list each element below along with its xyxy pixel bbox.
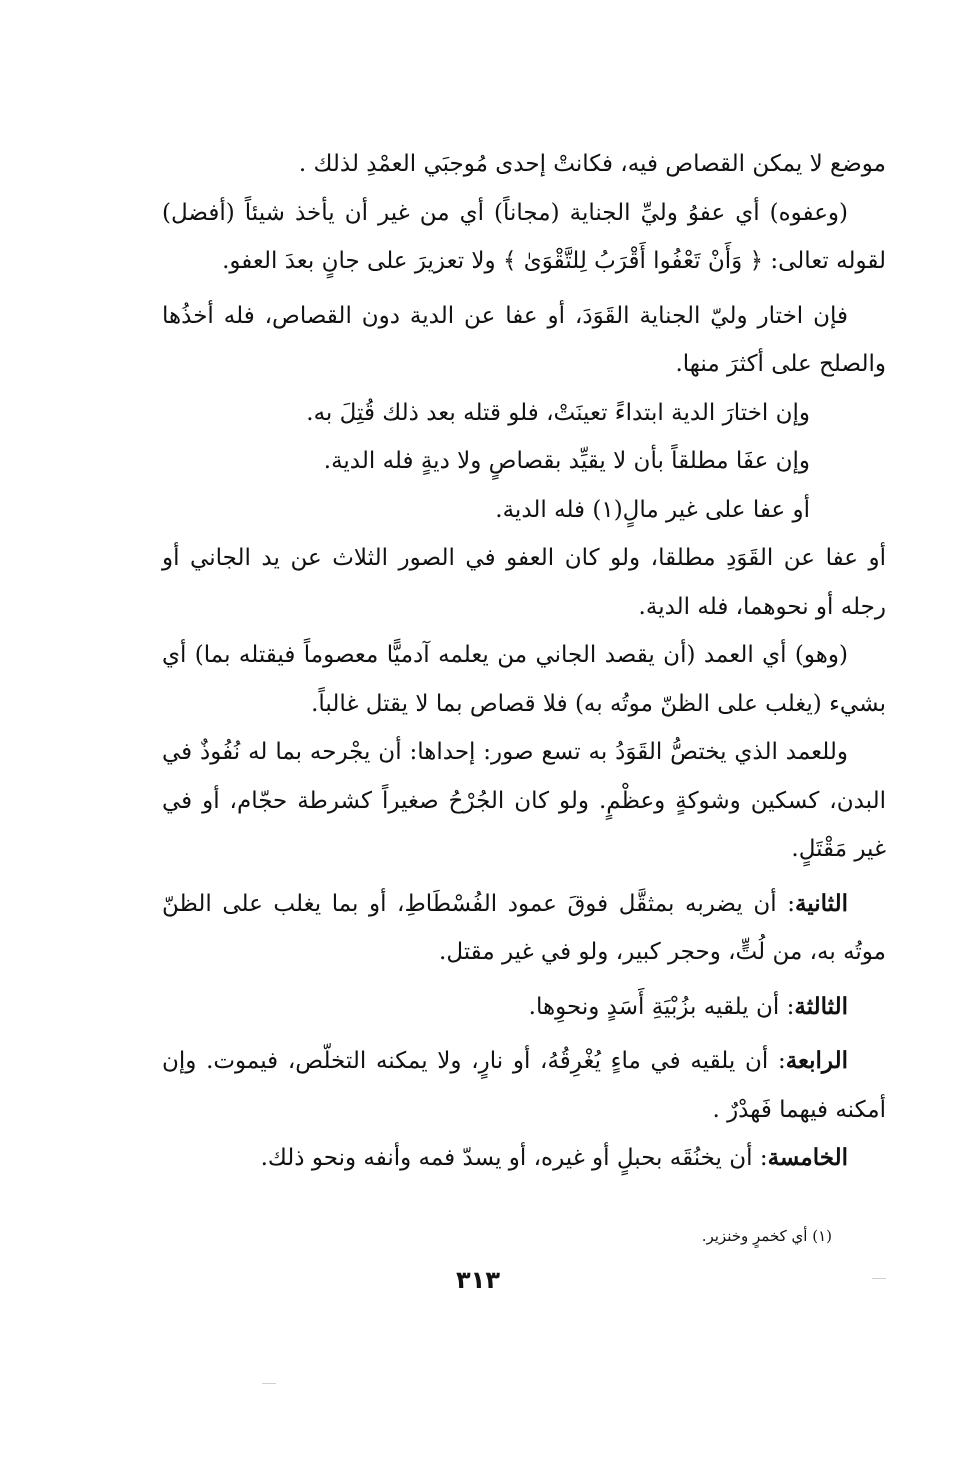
- paragraph-7: [162, 534, 886, 631]
- paragraph-5: [162, 437, 886, 486]
- page-number: ٣١٣: [456, 1266, 500, 1294]
- paragraph-text: وللعمد الذي يختصُّ القَوَدُ به تسع صور: إحداها: أن يجْرحه بما له نُفُوذٌ في البدن، كسكين وشوكةٍ وعظْمٍ. ولو كان الجُرْحُ صغيراً كشرطة حجّام، أو في غير مَقْتَلٍ.: [162, 739, 886, 862]
- paragraph-4: [162, 389, 886, 438]
- paragraph-text: وإن عفَا مطلقاً بأن لا يقيِّد بقصاصٍ ولا ديةٍ فله الدية.: [323, 448, 810, 474]
- paragraph-3: [162, 292, 886, 389]
- paragraph-6: [162, 486, 886, 535]
- footnote: (١) أي كخمرٍ وخنزير.: [701, 1227, 832, 1245]
- scan-mark: [262, 1383, 276, 1384]
- paragraph-text: فإن اختار وليّ الجناية القَوَدَ، أو عفا عن الدية دون القصاص، فله أخذُها والصلح على أكثرَ منها.: [162, 302, 886, 377]
- paragraph-text: أو عفا عن القَوَدِ مطلقا، ولو كان العفو في الصور الثلاث عن يد الجاني أو رجله أو نحوهما، فله الدية.: [162, 545, 886, 620]
- paragraph-text: : أن يلقيه في ماءٍ يُغْرِقُهُ، أو نارٍ، ولا يمكنه التخلّص، فيموت. وإن أمكنه فيهما فَهدْرٌ .: [162, 1048, 886, 1123]
- section-lead: الرابعة: [785, 1047, 848, 1074]
- paragraph-text: موضع لا يمكن القصاص فيه، فكانتْ إحدى مُوجبَي العمْدِ لذلك .: [298, 151, 886, 177]
- paragraph-text: : أن يخنُقَه بحبلٍ أو غيره، أو يسدّ فمه وأنفه ونحو ذلك.: [260, 1145, 768, 1171]
- section-lead: الخامسة: [767, 1144, 848, 1171]
- section-lead: الثالثة: [794, 992, 848, 1020]
- body-text: [162, 140, 886, 1183]
- section-lead: الثانية: [794, 889, 848, 917]
- paragraph-text: (وعفوه) أي عفوُ وليِّ الجناية (مجاناً) أي من غير أن يأخذ شيئاً (أفضل) لقوله تعالى: ﴿ وَأَنْ تَعْفُوا أَقْرَبُ لِلتَّقْوَىٰ ﴾ ولا تعزيرَ على جانٍ بعدَ العفو.: [162, 199, 886, 274]
- paragraph-text: : أن يضربه بمثقَّل فوقَ عمود الفُسْطَاطِ، أو بما يغلب على الظنّ موتُه به، من لُتٍّ، وحجر كبير، ولو في غير مقتل.: [162, 890, 886, 965]
- paragraph-13: [162, 1134, 886, 1183]
- paragraph-2: [162, 189, 886, 286]
- paragraph-12: [162, 1037, 886, 1134]
- paragraph-1: [162, 140, 886, 189]
- paragraph-text: : أن يلقيه بزُبْيَةِ أَسَدٍ ونحوِها.: [528, 993, 795, 1020]
- paragraph-text: أو عفا على غير مالٍ(١) فله الدية.: [495, 496, 810, 523]
- paragraph-10: [162, 880, 886, 977]
- paragraph-11: [162, 983, 886, 1032]
- paragraph-9: [162, 728, 886, 874]
- paragraph-8: [162, 631, 886, 728]
- paragraph-text: وإن اختارَ الدية ابتداءً تعينَتْ، فلو قتله بعد ذلك قُتِلَ به.: [306, 399, 810, 426]
- paragraph-text: (وهو) أي العمد (أن يقصد الجاني من يعلمه آدميًّا معصوماً فيقتله بما) أي بشيء (يغلب على الظنّ موتُه به) فلا قصاص بما لا يقتل غالباً.: [162, 642, 886, 717]
- scan-mark: [872, 1278, 886, 1279]
